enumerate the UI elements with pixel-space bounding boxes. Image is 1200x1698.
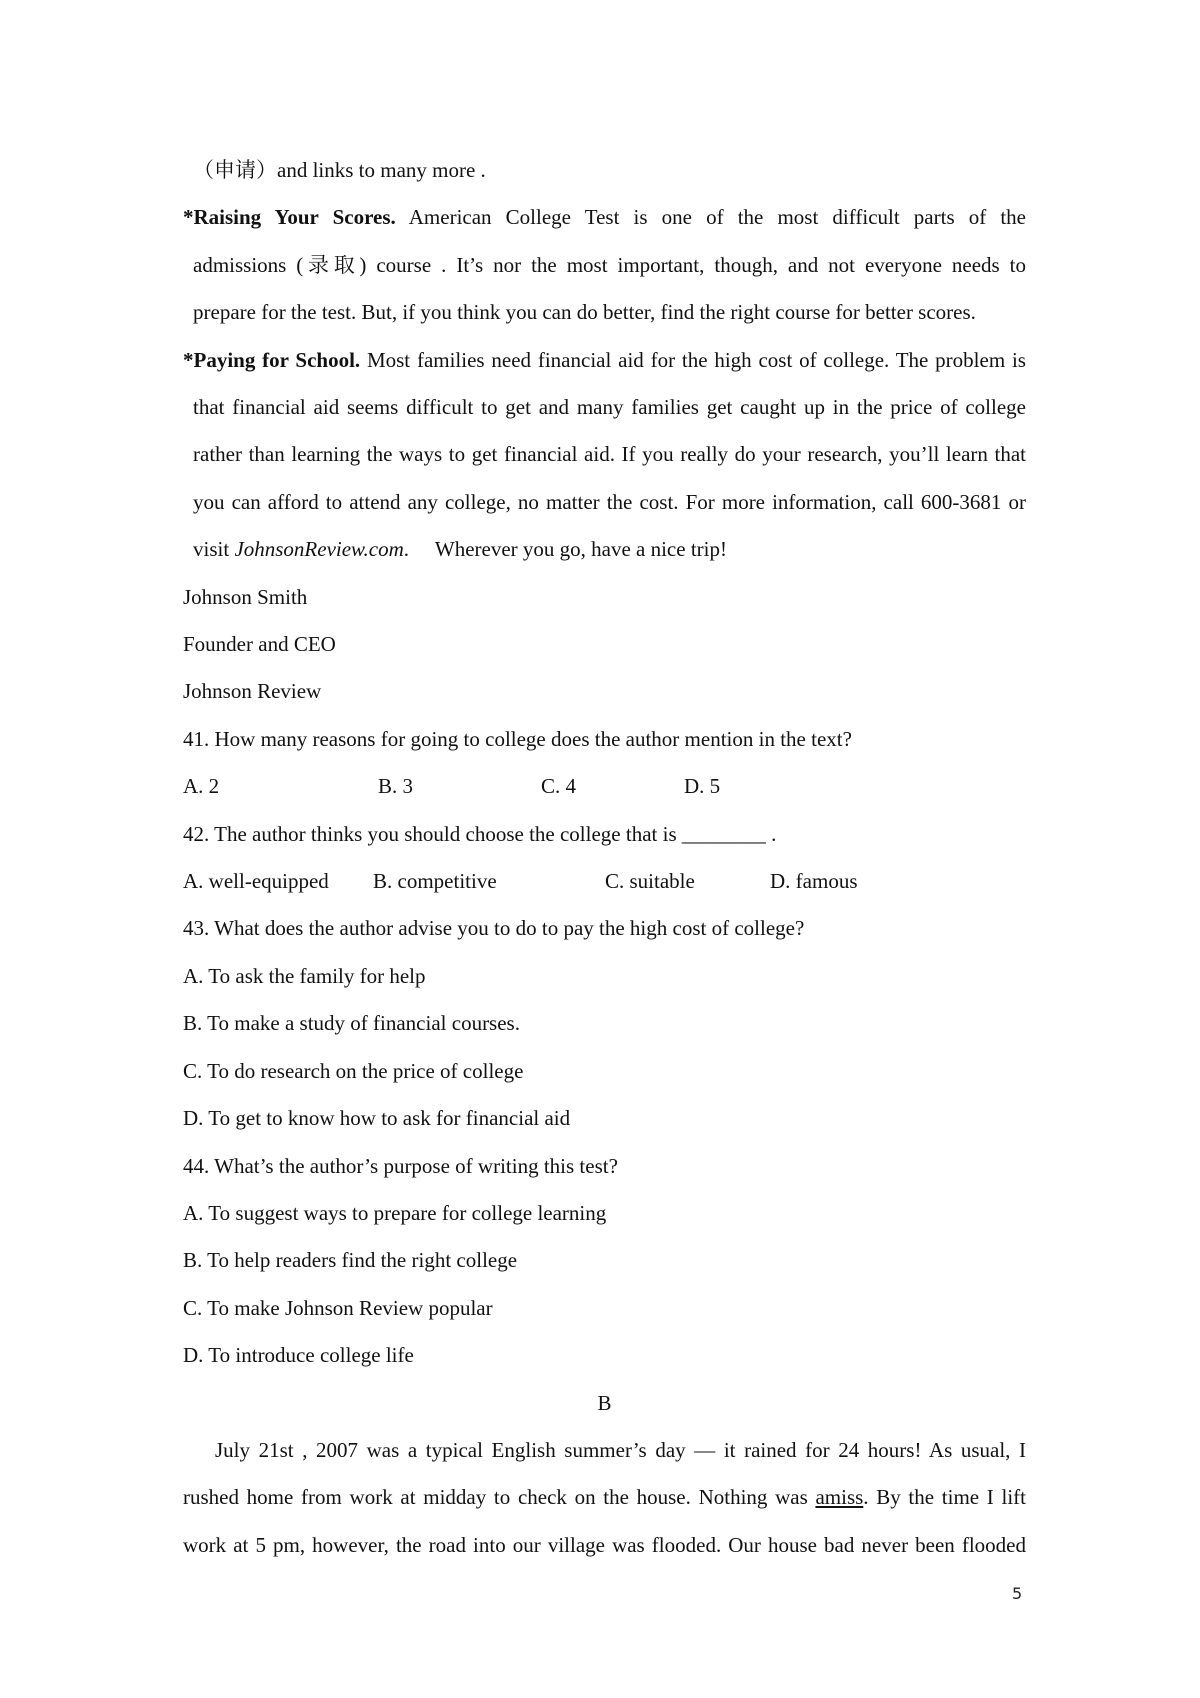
- bullet-lead-paying-school: *Paying for School.: [183, 347, 361, 372]
- page-number: 5: [1012, 1584, 1023, 1603]
- signature-title: Founder and CEO: [183, 632, 336, 657]
- bullet-paying-school-line-4: you can afford to attend any college, no matter the cost. For more information, call 600-3681 or: [193, 489, 1026, 514]
- question-43-option-c: C. To do research on the price of college: [183, 1058, 524, 1083]
- question-41-option-c: C. 4: [541, 774, 577, 799]
- question-44-option-b: B. To help readers find the right college: [183, 1248, 518, 1273]
- continuation-line: （申请）and links to many more .: [193, 158, 486, 182]
- question-41-option-d: D. 5: [684, 774, 721, 799]
- question-42-options: [183, 858, 1026, 905]
- bullet-paying-school: [183, 337, 1026, 574]
- question-41-options: [183, 763, 1026, 810]
- question-43-option-a: A. To ask the family for help: [183, 963, 426, 988]
- bullet-paying-school-line-3: rather than learning the ways to get financial aid. If you really do your research, you’ll learn that: [193, 442, 1026, 467]
- question-44-option-c: C. To make Johnson Review popular: [183, 1295, 493, 1320]
- signature-name: Johnson Smith: [183, 584, 308, 609]
- underlined-word-amiss: amiss: [815, 1485, 864, 1510]
- passage-b-line-2-prefix: rushed home from work at midday to check on the house. Nothing was: [183, 1485, 816, 1510]
- question-44-option-a: A. To suggest ways to prepare for college learning: [183, 1200, 607, 1225]
- passage-b-line-3: work at 5 pm, however, the road into our village was flooded. Our house bad never been flooded: [183, 1532, 1026, 1557]
- question-41-stem: 41. How many reasons for going to college does the author mention in the text?: [183, 726, 852, 751]
- bullet-paying-school-line-1: [183, 337, 1026, 384]
- closing-remark: . Wherever you go, have a nice trip!: [403, 537, 727, 562]
- question-42-stem: 42. The author thinks you should choose the college that is ________ .: [183, 821, 777, 846]
- passage-b-line-2-suffix: . By the time I lift: [863, 1485, 1026, 1510]
- passage-b-line-2: [183, 1474, 1026, 1521]
- bullet-lead-raising-scores: *Raising Your Scores.: [183, 205, 396, 230]
- section-heading-b: B: [597, 1390, 612, 1415]
- passage-b-line-1: July 21st , 2007 was a typical English summer’s day — it rained for 24 hours! As usual, I: [215, 1437, 1026, 1462]
- question-41-option-b: B. 3: [378, 774, 414, 799]
- bullet-paying-school-text-1: Most families need financial aid for the high cost of college. The problem is: [360, 347, 1026, 372]
- bullet-paying-school-line-2: that financial aid seems difficult to get and many families get caught up in the price of college: [193, 395, 1026, 420]
- question-44-stem: 44. What’s the author’s purpose of writing this test?: [183, 1153, 618, 1178]
- signature-organization: Johnson Review: [183, 679, 322, 704]
- question-42-option-c: C. suitable: [605, 869, 695, 894]
- question-42-option-b: B. competitive: [373, 869, 497, 894]
- bullet-raising-scores: [183, 194, 1026, 336]
- website-link-text: JohnsonReview.com: [234, 537, 404, 562]
- bullet-raising-scores-text-1: American College Test is one of the most difficult parts of the: [395, 205, 1027, 230]
- question-42-option-a: A. well-equipped: [183, 869, 329, 894]
- question-42-option-d: D. famous: [770, 869, 858, 894]
- question-41-option-a: A. 2: [183, 774, 220, 799]
- visit-prefix: visit: [193, 537, 235, 562]
- bullet-raising-scores-line-2: admissions (录取) course . It’s nor the most important, though, and not everyone needs to: [193, 252, 1026, 277]
- question-43-option-d: D. To get to know how to ask for financial aid: [183, 1106, 571, 1131]
- page-content: [183, 147, 1026, 1569]
- bullet-raising-scores-line-3: prepare for the test. But, if you think you can do better, find the right course for better scores.: [193, 300, 976, 325]
- question-43-option-b: B. To make a study of financial courses.: [183, 1011, 520, 1036]
- question-44-option-d: D. To introduce college life: [183, 1343, 414, 1368]
- bullet-paying-school-line-5: [183, 526, 1026, 573]
- bullet-raising-scores-line-1: [183, 194, 1026, 241]
- question-43-stem: 43. What does the author advise you to do to pay the high cost of college?: [183, 916, 805, 941]
